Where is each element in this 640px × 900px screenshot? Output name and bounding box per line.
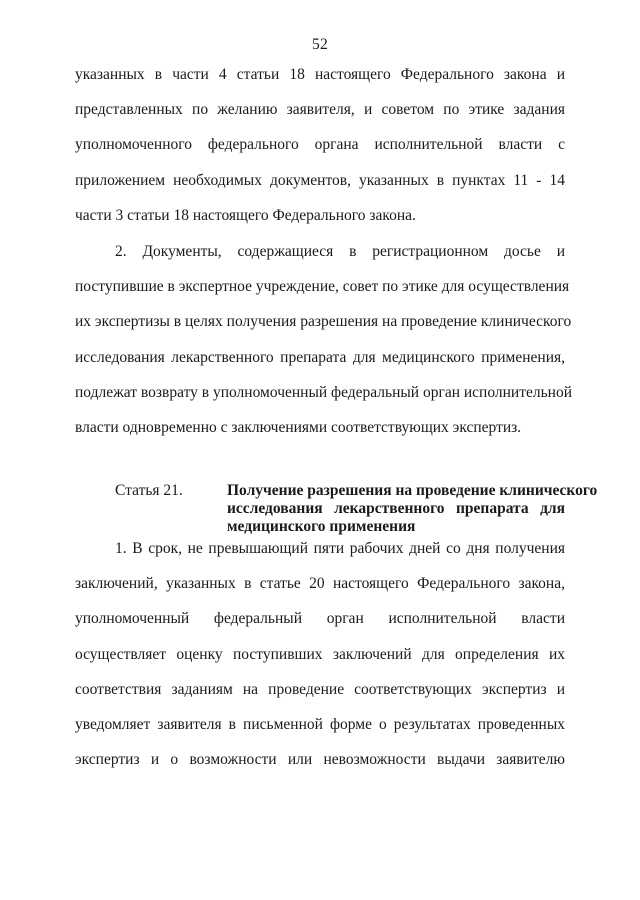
text-line: приложением необходимых документов, указанных в пунктах 11 - 14	[75, 171, 565, 189]
text-line: соответствия заданиям на проведение соответствующих экспертиз и	[75, 680, 565, 698]
paragraph-2	[75, 243, 573, 454]
paragraph-1	[75, 66, 565, 242]
text-line: части 3 статьи 18 настоящего Федерального закона.	[75, 206, 416, 224]
text-line: заключений, указанных в статье 20 настоящего Федерального закона,	[75, 575, 565, 593]
text-line: 1. В срок, не превышающий пяти рабочих дней со дня получения	[115, 540, 565, 557]
article-title-line: исследования лекарственного препарата для	[227, 500, 565, 517]
article-label: Статья 21.	[115, 482, 183, 499]
text-line: представленных по желанию заявителя, и советом по этике задания	[75, 101, 565, 119]
text-line: их экспертизы в целях получения разрешения на проведение клинического	[75, 313, 572, 331]
article-title-line: медицинского применения	[227, 518, 416, 535]
text-line: 2. Документы, содержащиеся в регистрационном досье и	[115, 243, 565, 260]
text-line: указанных в части 4 статьи 18 настоящего Федерального закона и	[75, 66, 565, 83]
paragraph-3	[75, 540, 565, 786]
text-line: исследования лекарственного препарата для медицинского применения,	[75, 348, 565, 366]
text-line: осуществляет оценку поступивших заключений для определения их	[75, 645, 565, 663]
text-line: уполномоченный федеральный орган исполнительной власти	[75, 610, 565, 628]
text-line: уполномоченного федерального органа исполнительной власти с	[75, 136, 565, 154]
article-title-line: Получение разрешения на проведение клинического	[227, 482, 598, 499]
article-title	[227, 482, 598, 536]
text-line: уведомляет заявителя в письменной форме о результатах проведенных	[75, 715, 565, 733]
text-line: подлежат возврату в уполномоченный федеральный орган исполнительной	[75, 383, 573, 401]
page-number: 52	[311, 36, 329, 53]
text-line: поступившие в экспертное учреждение, совет по этике для осуществления	[75, 278, 570, 296]
text-line: экспертиз и о возможности или невозможности выдачи заявителю	[75, 751, 565, 769]
text-line: власти одновременно с заключениями соответствующих экспертиз.	[75, 418, 522, 436]
